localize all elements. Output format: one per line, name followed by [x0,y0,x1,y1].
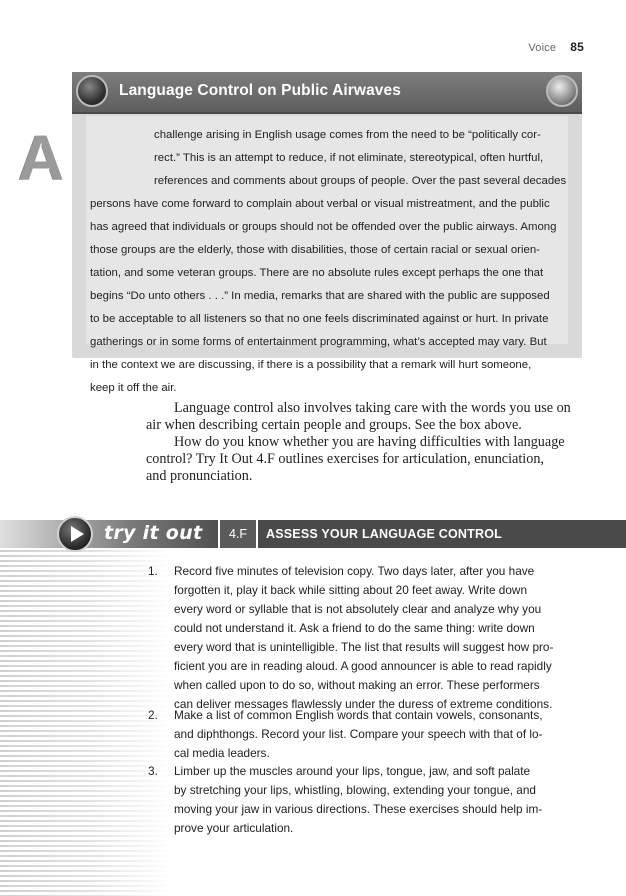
sidebar-text-line: tation, and some veteran groups. There are no absolute rules except perhaps the one that [90,267,544,279]
list-item-line: can deliver messages flawlessly under the duress of extreme conditions. [174,697,553,711]
decorative-knob-icon [76,75,108,107]
sidebar-text-line: to be acceptable to all listeners so that no one feels discriminated against or hurt. In private [90,313,549,325]
section-name: Voice [528,42,557,54]
play-icon [57,516,93,552]
try-it-out-banner [0,520,626,548]
list-item-line: cal media leaders. [174,746,270,760]
list-item-line: could not understand it. Ask a friend to do the same thing: write down [174,621,535,635]
try-it-out-label: try it out [104,522,203,544]
list-item-number: 1. [148,564,158,578]
exercise-title: ASSESS YOUR LANGUAGE CONTROL [266,527,502,541]
sidebar-text-line: in the context we are discussing, if there is a possibility that a remark will hurt someone, [90,359,532,371]
body-text-line: air when describing certain people and groups. See the box above. [146,417,522,433]
list-item-line: every word or syllable that is not absolutely clear and analyze why you [174,602,542,616]
list-item-line: when called upon to do so, without making an error. These performers [174,678,540,692]
list-item-number: 2. [148,708,158,722]
sidebar-text-line: begins “Do unto others . . .” In media, remarks that are shared with the public are supposed [90,290,550,302]
sidebar-text-line: challenge arising in English usage comes from the need to be “politically cor- [154,129,541,141]
exercise-number: 4.F [218,520,258,548]
list-item-line: by stretching your lips, whistling, blowing, extending your tongue, and [174,783,536,797]
body-text-line: and pronunciation. [146,468,253,484]
sidebar-text-line: keep it off the air. [90,382,177,394]
list-item-line: moving your jaw in various directions. These exercises should help im- [174,802,543,816]
list-item-line: Record five minutes of television copy. Two days later, after you have [174,564,535,578]
decorative-knob-icon [546,75,578,107]
list-item-line: prove your articulation. [174,821,294,835]
page-number: 85 [570,40,584,54]
list-item-line: forgotten it, play it back while sitting about 20 feet away. Write down [174,583,528,597]
sidebar-text-line: gatherings or in some forms of entertainment programming, what’s accepted may vary. But [90,336,547,348]
sidebar-title: Language Control on Public Airwaves [119,82,401,99]
sidebar-text-line: references and comments about groups of people. Over the past several decades [154,175,567,187]
decorative-stripes [0,520,170,896]
body-text-line: control? Try It Out 4.F outlines exercises for articulation, enunciation, [146,451,544,467]
drop-cap: A [18,122,65,194]
sidebar-text-line: persons have come forward to complain about verbal or visual mistreatment, and the public [90,198,550,210]
list-item-number: 3. [148,764,158,778]
running-head [528,40,584,54]
list-item-line: Limber up the muscles around your lips, tongue, jaw, and soft palate [174,764,531,778]
sidebar-header-bar [72,72,582,114]
list-item-line: Make a list of common English words that contain vowels, consonants, [174,708,543,722]
sidebar-text-line: those groups are the elderly, those with disabilities, those of certain racial or sexual orien- [90,244,540,256]
body-text-line: How do you know whether you are having difficulties with language [174,434,565,450]
sidebar-text-line: has agreed that individuals or groups should not be offended over the public airways. Among [90,221,557,233]
list-item-line: ficient you are in reading aloud. A good announcer is able to read rapidly [174,659,552,673]
sidebar-text-line: rect.” This is an attempt to reduce, if not eliminate, stereotypical, often hurtful, [154,152,544,164]
list-item-line: every word that is unintelligible. The list that results will suggest how pro- [174,640,554,654]
list-item-line: and diphthongs. Record your list. Compare your speech with that of lo- [174,727,543,741]
body-text-line: Language control also involves taking care with the words you use on [174,400,571,416]
